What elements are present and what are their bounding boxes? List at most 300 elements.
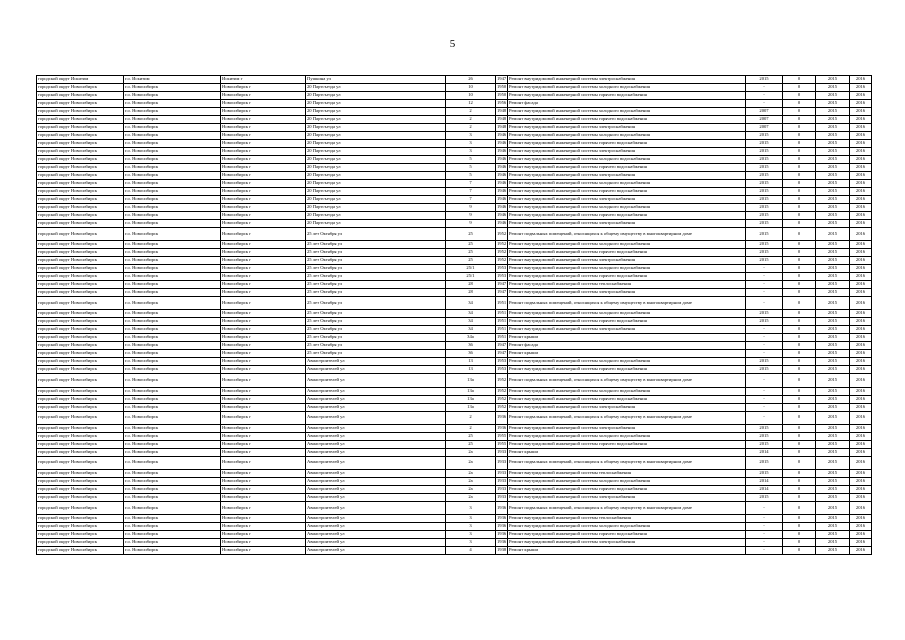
wear-cell: 0 bbox=[783, 485, 816, 493]
build-year-cell: 1955 bbox=[496, 432, 508, 440]
plan-start-cell: 2015 bbox=[816, 108, 850, 116]
build-year-cell: 1936 bbox=[496, 424, 508, 432]
plan-end-cell: 2016 bbox=[850, 249, 872, 257]
plan-end-cell: 2016 bbox=[850, 204, 872, 212]
last-repair-year-cell: - bbox=[746, 395, 783, 403]
plan-start-cell: 2015 bbox=[816, 440, 850, 448]
wear-cell: 0 bbox=[783, 469, 816, 477]
plan-start-cell: 2015 bbox=[816, 196, 850, 204]
work-type-cell: Ремонт внутридомовой инженерной системы холодного водоснабжения bbox=[508, 387, 746, 395]
municipality-cell: городской округ Новосибирск bbox=[37, 334, 124, 342]
settlement-cell: г.о. Новосибирск bbox=[124, 432, 221, 440]
last-repair-year-cell: 2015 bbox=[746, 440, 783, 448]
wear-cell: 0 bbox=[783, 124, 816, 132]
last-repair-year-cell: 2015 bbox=[746, 220, 783, 228]
locality-cell: Новосибирск г bbox=[221, 395, 306, 403]
build-year-cell: 1951 bbox=[496, 310, 508, 318]
house-number-cell: 34а bbox=[446, 334, 496, 342]
plan-start-cell: 2015 bbox=[816, 249, 850, 257]
house-number-cell: 25 bbox=[446, 440, 496, 448]
work-type-cell: Ремонт крыши bbox=[508, 547, 746, 555]
house-number-cell: 2а bbox=[446, 493, 496, 501]
work-type-cell: Ремонт внутридомовой инженерной системы горячего водоснабжения bbox=[508, 366, 746, 374]
table-body bbox=[37, 76, 872, 555]
municipality-cell: городской округ Новосибирск bbox=[37, 515, 124, 523]
municipality-cell: городской округ Новосибирск bbox=[37, 100, 124, 108]
locality-cell: Новосибирск г bbox=[221, 411, 306, 424]
plan-start-cell: 2015 bbox=[816, 84, 850, 92]
municipality-cell: городской округ Новосибирск bbox=[37, 469, 124, 477]
street-cell: 25 лет Октября ул bbox=[306, 350, 446, 358]
house-number-cell: 26 bbox=[446, 76, 496, 84]
plan-start-cell: 2015 bbox=[816, 395, 850, 403]
table-row bbox=[37, 334, 872, 342]
house-number-cell: 7 bbox=[446, 196, 496, 204]
locality-cell: Новосибирск г bbox=[221, 257, 306, 265]
municipality-cell: городской округ Новосибирск bbox=[37, 281, 124, 289]
house-number-cell: 10 bbox=[446, 84, 496, 92]
street-cell: 20 Партсъезда ул bbox=[306, 92, 446, 100]
house-number-cell: 10 bbox=[446, 92, 496, 100]
wear-cell: 0 bbox=[783, 257, 816, 265]
settlement-cell: г.о. Новосибирск bbox=[124, 469, 221, 477]
street-cell: 25 лет Октября ул bbox=[306, 318, 446, 326]
table-row bbox=[37, 164, 872, 172]
house-number-cell: 13а bbox=[446, 387, 496, 395]
table-row bbox=[37, 387, 872, 395]
plan-end-cell: 2016 bbox=[850, 387, 872, 395]
work-type-cell: Ремонт внутридомовой инженерной системы электроснабжения bbox=[508, 196, 746, 204]
municipality-cell: городской округ Новосибирск bbox=[37, 318, 124, 326]
work-type-cell: Ремонт фасада bbox=[508, 342, 746, 350]
table-row bbox=[37, 424, 872, 432]
plan-start-cell: 2015 bbox=[816, 448, 850, 456]
table-row bbox=[37, 477, 872, 485]
municipality-cell: городской округ Новосибирск bbox=[37, 116, 124, 124]
build-year-cell: 1938 bbox=[496, 547, 508, 555]
wear-cell: 0 bbox=[783, 265, 816, 273]
table-row bbox=[37, 92, 872, 100]
municipality-cell: городской округ Новосибирск bbox=[37, 342, 124, 350]
locality-cell: Новосибирск г bbox=[221, 334, 306, 342]
plan-start-cell: 2015 bbox=[816, 334, 850, 342]
work-type-cell: Ремонт внутридомовой инженерной системы электроснабжения bbox=[508, 424, 746, 432]
house-number-cell: 12 bbox=[446, 100, 496, 108]
wear-cell: 0 bbox=[783, 108, 816, 116]
house-number-cell: 34 bbox=[446, 326, 496, 334]
house-number-cell: 25 bbox=[446, 228, 496, 241]
house-number-cell: 9 bbox=[446, 204, 496, 212]
locality-cell: Новосибирск г bbox=[221, 374, 306, 387]
municipality-cell: городской округ Новосибирск bbox=[37, 310, 124, 318]
plan-end-cell: 2016 bbox=[850, 265, 872, 273]
last-repair-year-cell: 2014 bbox=[746, 477, 783, 485]
work-type-cell: Ремонт внутридомовой инженерной системы холодного водоснабжения bbox=[508, 432, 746, 440]
plan-start-cell: 2015 bbox=[816, 411, 850, 424]
settlement-cell: г.о. Новосибирск bbox=[124, 265, 221, 273]
municipality-cell: городской округ Новосибирск bbox=[37, 374, 124, 387]
street-cell: 20 Партсъезда ул bbox=[306, 164, 446, 172]
locality-cell: Новосибирск г bbox=[221, 273, 306, 281]
wear-cell: 0 bbox=[783, 220, 816, 228]
house-number-cell: 36 bbox=[446, 342, 496, 350]
municipality-cell: городской округ Новосибирск bbox=[37, 547, 124, 555]
plan-start-cell: 2015 bbox=[816, 289, 850, 297]
wear-cell: 0 bbox=[783, 172, 816, 180]
house-number-cell: 3 bbox=[446, 539, 496, 547]
plan-start-cell: 2015 bbox=[816, 515, 850, 523]
settlement-cell: г.о. Новосибирск bbox=[124, 228, 221, 241]
settlement-cell: г.о. Новосибирск bbox=[124, 289, 221, 297]
house-number-cell: 34 bbox=[446, 297, 496, 310]
build-year-cell: 1946 bbox=[496, 220, 508, 228]
work-type-cell: Ремонт внутридомовой инженерной системы горячего водоснабжения bbox=[508, 395, 746, 403]
build-year-cell: 1951 bbox=[496, 334, 508, 342]
table-row bbox=[37, 374, 872, 387]
municipality-cell: городской округ Новосибирск bbox=[37, 164, 124, 172]
last-repair-year-cell: 2015 bbox=[746, 358, 783, 366]
table-row bbox=[37, 318, 872, 326]
table-row bbox=[37, 265, 872, 273]
street-cell: 20 Партсъезда ул bbox=[306, 196, 446, 204]
wear-cell: 0 bbox=[783, 84, 816, 92]
wear-cell: 0 bbox=[783, 188, 816, 196]
last-repair-year-cell: 2015 bbox=[746, 257, 783, 265]
last-repair-year-cell: 2015 bbox=[746, 366, 783, 374]
table-row bbox=[37, 485, 872, 493]
locality-cell: Новосибирск г bbox=[221, 350, 306, 358]
settlement-cell: г.о. Искитим bbox=[124, 76, 221, 84]
house-number-cell: 5 bbox=[446, 156, 496, 164]
municipality-cell: городской округ Новосибирск bbox=[37, 403, 124, 411]
wear-cell: 0 bbox=[783, 411, 816, 424]
build-year-cell: 1947 bbox=[496, 342, 508, 350]
plan-start-cell: 2015 bbox=[816, 180, 850, 188]
plan-end-cell: 2016 bbox=[850, 547, 872, 555]
plan-end-cell: 2016 bbox=[850, 531, 872, 539]
settlement-cell: г.о. Новосибирск bbox=[124, 108, 221, 116]
locality-cell: Новосибирск г bbox=[221, 358, 306, 366]
work-type-cell: Ремонт внутридомовой инженерной системы холодного водоснабжения bbox=[508, 265, 746, 273]
plan-end-cell: 2016 bbox=[850, 485, 872, 493]
last-repair-year-cell: - bbox=[746, 547, 783, 555]
last-repair-year-cell: 2015 bbox=[746, 469, 783, 477]
build-year-cell: 1953 bbox=[496, 366, 508, 374]
plan-start-cell: 2015 bbox=[816, 547, 850, 555]
last-repair-year-cell: 2015 bbox=[746, 76, 783, 84]
street-cell: Авиастроителей ул bbox=[306, 539, 446, 547]
wear-cell: 0 bbox=[783, 395, 816, 403]
locality-cell: Новосибирск г bbox=[221, 515, 306, 523]
wear-cell: 0 bbox=[783, 523, 816, 531]
locality-cell: Новосибирск г bbox=[221, 156, 306, 164]
street-cell: 20 Партсъезда ул bbox=[306, 124, 446, 132]
street-cell: 20 Партсъезда ул bbox=[306, 100, 446, 108]
street-cell: 25 лет Октября ул bbox=[306, 265, 446, 273]
table-row bbox=[37, 124, 872, 132]
table-row bbox=[37, 76, 872, 84]
plan-start-cell: 2015 bbox=[816, 485, 850, 493]
house-number-cell: 13 bbox=[446, 366, 496, 374]
settlement-cell: г.о. Новосибирск bbox=[124, 273, 221, 281]
municipality-cell: городской округ Новосибирск bbox=[37, 493, 124, 501]
locality-cell: Новосибирск г bbox=[221, 310, 306, 318]
plan-end-cell: 2016 bbox=[850, 196, 872, 204]
settlement-cell: г.о. Новосибирск bbox=[124, 531, 221, 539]
build-year-cell: 1947 bbox=[496, 350, 508, 358]
wear-cell: 0 bbox=[783, 204, 816, 212]
last-repair-year-cell: - bbox=[746, 523, 783, 531]
wear-cell: 0 bbox=[783, 374, 816, 387]
build-year-cell: 1936 bbox=[496, 411, 508, 424]
last-repair-year-cell: - bbox=[746, 273, 783, 281]
municipality-cell: городской округ Новосибирск bbox=[37, 265, 124, 273]
plan-start-cell: 2015 bbox=[816, 212, 850, 220]
settlement-cell: г.о. Новосибирск bbox=[124, 196, 221, 204]
locality-cell: Новосибирск г bbox=[221, 281, 306, 289]
settlement-cell: г.о. Новосибирск bbox=[124, 477, 221, 485]
street-cell: 20 Партсъезда ул bbox=[306, 172, 446, 180]
settlement-cell: г.о. Новосибирск bbox=[124, 241, 221, 249]
municipality-cell: городской округ Новосибирск bbox=[37, 140, 124, 148]
street-cell: 25 лет Октября ул bbox=[306, 249, 446, 257]
last-repair-year-cell: - bbox=[746, 100, 783, 108]
settlement-cell: г.о. Новосибирск bbox=[124, 140, 221, 148]
plan-end-cell: 2016 bbox=[850, 180, 872, 188]
plan-end-cell: 2016 bbox=[850, 318, 872, 326]
locality-cell: Новосибирск г bbox=[221, 172, 306, 180]
table-row bbox=[37, 241, 872, 249]
house-number-cell: 25/1 bbox=[446, 265, 496, 273]
plan-start-cell: 2015 bbox=[816, 403, 850, 411]
plan-start-cell: 2015 bbox=[816, 228, 850, 241]
build-year-cell: 1936 bbox=[496, 501, 508, 514]
settlement-cell: г.о. Новосибирск bbox=[124, 326, 221, 334]
plan-start-cell: 2015 bbox=[816, 265, 850, 273]
street-cell: Авиастроителей ул bbox=[306, 485, 446, 493]
last-repair-year-cell: 2015 bbox=[746, 196, 783, 204]
settlement-cell: г.о. Новосибирск bbox=[124, 387, 221, 395]
build-year-cell: 1952 bbox=[496, 403, 508, 411]
build-year-cell: 1933 bbox=[496, 477, 508, 485]
plan-end-cell: 2016 bbox=[850, 289, 872, 297]
municipality-cell: городской округ Новосибирск bbox=[37, 204, 124, 212]
wear-cell: 0 bbox=[783, 440, 816, 448]
last-repair-year-cell: 2007 bbox=[746, 116, 783, 124]
house-number-cell: 25 bbox=[446, 249, 496, 257]
plan-end-cell: 2016 bbox=[850, 108, 872, 116]
wear-cell: 0 bbox=[783, 241, 816, 249]
work-type-cell: Ремонт внутридомовой инженерной системы холодного водоснабжения bbox=[508, 84, 746, 92]
wear-cell: 0 bbox=[783, 539, 816, 547]
municipality-cell: городской округ Новосибирск bbox=[37, 257, 124, 265]
last-repair-year-cell: 2015 bbox=[746, 132, 783, 140]
locality-cell: Новосибирск г bbox=[221, 432, 306, 440]
table-row bbox=[37, 350, 872, 358]
build-year-cell: 1950 bbox=[496, 84, 508, 92]
build-year-cell: 1946 bbox=[496, 180, 508, 188]
last-repair-year-cell: - bbox=[746, 326, 783, 334]
build-year-cell: 1953 bbox=[496, 273, 508, 281]
plan-start-cell: 2015 bbox=[816, 501, 850, 514]
settlement-cell: г.о. Новосибирск bbox=[124, 212, 221, 220]
plan-end-cell: 2016 bbox=[850, 124, 872, 132]
settlement-cell: г.о. Новосибирск bbox=[124, 156, 221, 164]
build-year-cell: 1952 bbox=[496, 249, 508, 257]
work-type-cell: Ремонт крыши bbox=[508, 448, 746, 456]
last-repair-year-cell: - bbox=[746, 411, 783, 424]
plan-end-cell: 2016 bbox=[850, 366, 872, 374]
last-repair-year-cell: - bbox=[746, 539, 783, 547]
plan-end-cell: 2016 bbox=[850, 140, 872, 148]
last-repair-year-cell: 2015 bbox=[746, 204, 783, 212]
house-number-cell: 25 bbox=[446, 257, 496, 265]
page-number: 5 bbox=[449, 38, 456, 50]
locality-cell: Новосибирск г bbox=[221, 539, 306, 547]
table-row bbox=[37, 132, 872, 140]
street-cell: 25 лет Октября ул bbox=[306, 257, 446, 265]
plan-start-cell: 2015 bbox=[816, 124, 850, 132]
work-type-cell: Ремонт внутридомовой инженерной системы электроснабжения bbox=[508, 124, 746, 132]
house-number-cell: 5 bbox=[446, 172, 496, 180]
wear-cell: 0 bbox=[783, 358, 816, 366]
last-repair-year-cell: 2007 bbox=[746, 124, 783, 132]
settlement-cell: г.о. Новосибирск bbox=[124, 310, 221, 318]
plan-end-cell: 2016 bbox=[850, 469, 872, 477]
street-cell: 20 Партсъезда ул bbox=[306, 188, 446, 196]
build-year-cell: 1953 bbox=[496, 358, 508, 366]
locality-cell: Новосибирск г bbox=[221, 366, 306, 374]
house-number-cell: 13 bbox=[446, 358, 496, 366]
street-cell: 20 Партсъезда ул bbox=[306, 212, 446, 220]
plan-end-cell: 2016 bbox=[850, 156, 872, 164]
build-year-cell: 1946 bbox=[496, 156, 508, 164]
build-year-cell: 1946 bbox=[496, 140, 508, 148]
locality-cell: Новосибирск г bbox=[221, 100, 306, 108]
table-row bbox=[37, 140, 872, 148]
work-type-cell: Ремонт внутридомовой инженерной системы теплоснабжения bbox=[508, 281, 746, 289]
plan-end-cell: 2016 bbox=[850, 539, 872, 547]
plan-start-cell: 2015 bbox=[816, 116, 850, 124]
locality-cell: Новосибирск г bbox=[221, 448, 306, 456]
locality-cell: Новосибирск г bbox=[221, 180, 306, 188]
street-cell: 25 лет Октября ул bbox=[306, 228, 446, 241]
plan-start-cell: 2015 bbox=[816, 76, 850, 84]
table-row bbox=[37, 100, 872, 108]
plan-end-cell: 2016 bbox=[850, 374, 872, 387]
work-type-cell: Ремонт внутридомовой инженерной системы электроснабжения bbox=[508, 539, 746, 547]
last-repair-year-cell: 2014 bbox=[746, 448, 783, 456]
plan-end-cell: 2016 bbox=[850, 310, 872, 318]
plan-start-cell: 2015 bbox=[816, 156, 850, 164]
last-repair-year-cell: 2015 bbox=[746, 310, 783, 318]
plan-end-cell: 2016 bbox=[850, 350, 872, 358]
house-number-cell: 3 bbox=[446, 531, 496, 539]
settlement-cell: г.о. Новосибирск bbox=[124, 539, 221, 547]
build-year-cell: 1951 bbox=[496, 318, 508, 326]
municipality-cell: городской округ Новосибирск bbox=[37, 539, 124, 547]
table-row bbox=[37, 403, 872, 411]
plan-start-cell: 2015 bbox=[816, 241, 850, 249]
house-number-cell: 3 bbox=[446, 523, 496, 531]
table-row bbox=[37, 366, 872, 374]
settlement-cell: г.о. Новосибирск bbox=[124, 318, 221, 326]
plan-start-cell: 2015 bbox=[816, 100, 850, 108]
plan-start-cell: 2015 bbox=[816, 204, 850, 212]
locality-cell: Новосибирск г bbox=[221, 547, 306, 555]
locality-cell: Новосибирск г bbox=[221, 289, 306, 297]
plan-start-cell: 2015 bbox=[816, 374, 850, 387]
house-number-cell: 36 bbox=[446, 350, 496, 358]
locality-cell: Новосибирск г bbox=[221, 342, 306, 350]
wear-cell: 0 bbox=[783, 342, 816, 350]
work-type-cell: Ремонт внутридомовой инженерной системы горячего водоснабжения bbox=[508, 249, 746, 257]
build-year-cell: 1946 bbox=[496, 148, 508, 156]
municipality-cell: городской округ Новосибирск bbox=[37, 148, 124, 156]
wear-cell: 0 bbox=[783, 424, 816, 432]
last-repair-year-cell: 2015 bbox=[746, 156, 783, 164]
wear-cell: 0 bbox=[783, 273, 816, 281]
settlement-cell: г.о. Новосибирск bbox=[124, 100, 221, 108]
plan-start-cell: 2015 bbox=[816, 531, 850, 539]
locality-cell: Новосибирск г bbox=[221, 84, 306, 92]
last-repair-year-cell: 2015 bbox=[746, 432, 783, 440]
settlement-cell: г.о. Новосибирск bbox=[124, 374, 221, 387]
street-cell: Авиастроителей ул bbox=[306, 424, 446, 432]
work-type-cell: Ремонт внутридомовой инженерной системы электроснабжения bbox=[508, 326, 746, 334]
street-cell: Авиастроителей ул bbox=[306, 374, 446, 387]
build-year-cell: 1947 bbox=[496, 281, 508, 289]
house-number-cell: 2 bbox=[446, 124, 496, 132]
wear-cell: 0 bbox=[783, 100, 816, 108]
work-type-cell: Ремонт внутридомовой инженерной системы горячего водоснабжения bbox=[508, 188, 746, 196]
table-row bbox=[37, 326, 872, 334]
wear-cell: 0 bbox=[783, 350, 816, 358]
repair-program-table bbox=[36, 75, 872, 555]
build-year-cell: 1946 bbox=[496, 164, 508, 172]
work-type-cell: Ремонт внутридомовой инженерной системы холодного водоснабжения bbox=[508, 108, 746, 116]
table-row bbox=[37, 547, 872, 555]
municipality-cell: городской округ Новосибирск bbox=[37, 358, 124, 366]
municipality-cell: городской округ Новосибирск bbox=[37, 196, 124, 204]
locality-cell: Новосибирск г bbox=[221, 164, 306, 172]
work-type-cell: Ремонт подвальных помещений, относящихся к общему имуществу в многоквартирном доме bbox=[508, 411, 746, 424]
locality-cell: Новосибирск г bbox=[221, 318, 306, 326]
plan-end-cell: 2016 bbox=[850, 334, 872, 342]
work-type-cell: Ремонт фасада bbox=[508, 100, 746, 108]
locality-cell: Новосибирск г bbox=[221, 456, 306, 469]
plan-start-cell: 2015 bbox=[816, 220, 850, 228]
municipality-cell: городской округ Новосибирск bbox=[37, 432, 124, 440]
work-type-cell: Ремонт внутридомовой инженерной системы горячего водоснабжения bbox=[508, 485, 746, 493]
plan-end-cell: 2016 bbox=[850, 493, 872, 501]
work-type-cell: Ремонт подвальных помещений, относящихся к общему имуществу в многоквартирном доме bbox=[508, 228, 746, 241]
street-cell: 20 Партсъезда ул bbox=[306, 116, 446, 124]
table-row bbox=[37, 84, 872, 92]
wear-cell: 0 bbox=[783, 249, 816, 257]
build-year-cell: 1948 bbox=[496, 124, 508, 132]
house-number-cell: 28 bbox=[446, 289, 496, 297]
table-row bbox=[37, 469, 872, 477]
municipality-cell: городской округ Новосибирск bbox=[37, 188, 124, 196]
work-type-cell: Ремонт подвальных помещений, относящихся к общему имуществу в многоквартирном доме bbox=[508, 501, 746, 514]
street-cell: Авиастроителей ул bbox=[306, 547, 446, 555]
plan-end-cell: 2016 bbox=[850, 395, 872, 403]
municipality-cell: городской округ Новосибирск bbox=[37, 297, 124, 310]
wear-cell: 0 bbox=[783, 310, 816, 318]
plan-start-cell: 2015 bbox=[816, 273, 850, 281]
last-repair-year-cell: 2007 bbox=[746, 108, 783, 116]
